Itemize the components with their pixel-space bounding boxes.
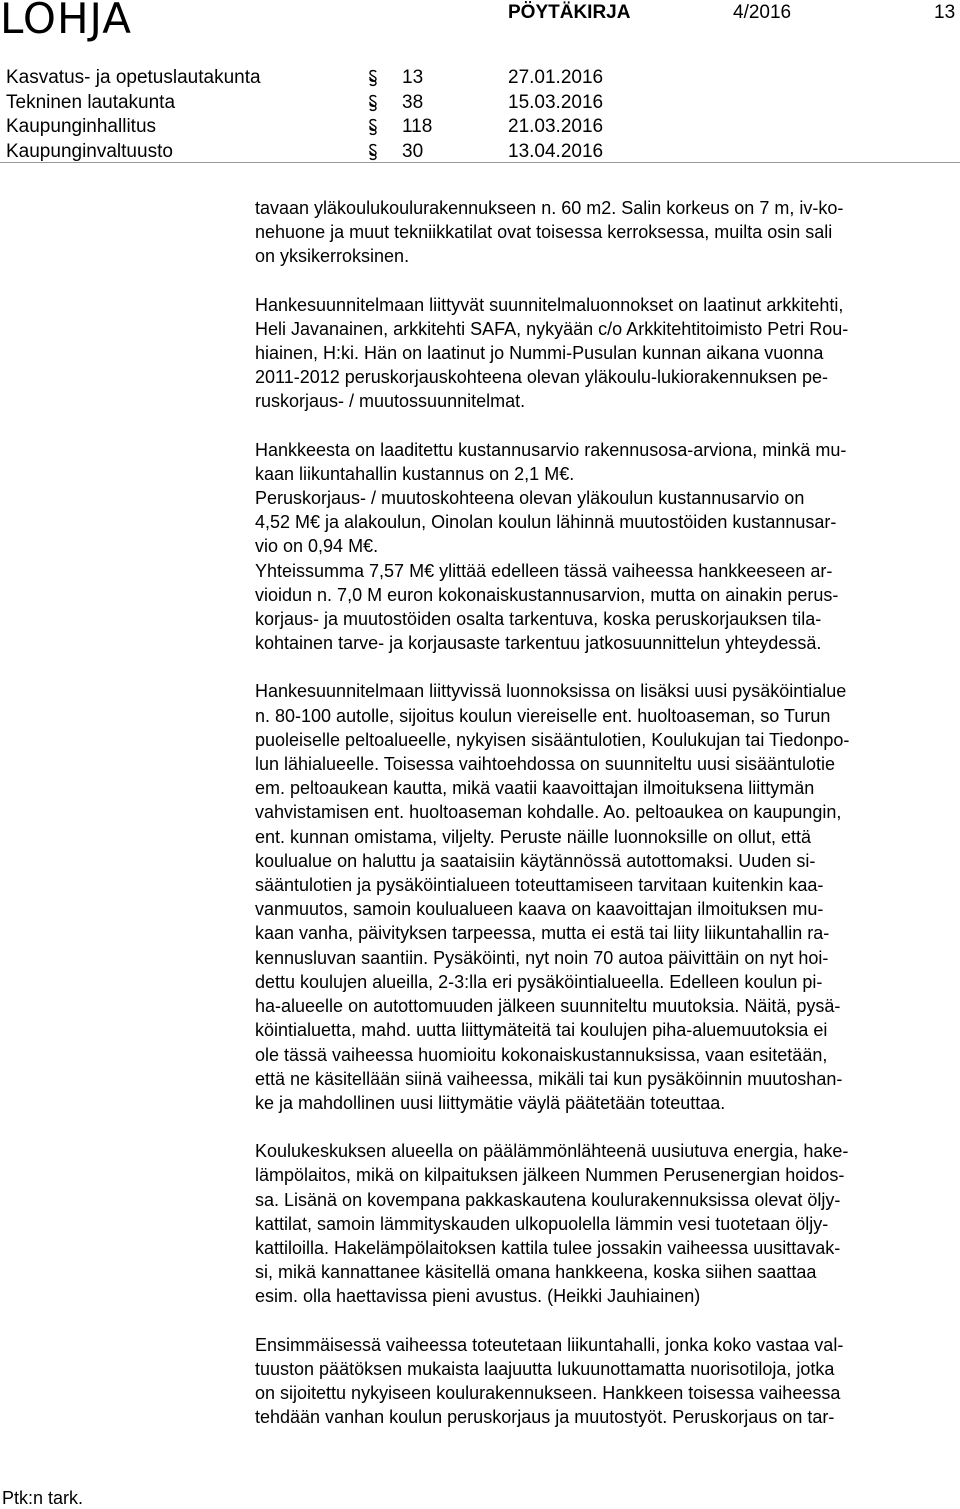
text-line: n. 80-100 autolle, sijoitus koulun viereiselle ent. huoltoaseman, so Turun — [255, 705, 831, 726]
text-line: sääntulotien ja pysäköintialueen toteuttamiseen tarvitaan kuitenkin kaa- — [255, 875, 824, 896]
text-line: ruskorjaus- / muutossuunnitelmat. — [255, 391, 526, 412]
paragraph — [255, 679, 955, 1115]
meeting-section: 118 — [402, 116, 433, 137]
text-line: lämpölaitos, mikä on kilpaituksen jälkeen Nummen Perusenergian hoidos- — [255, 1165, 845, 1186]
text-line: Hankkeesta on laaditettu kustannusarvio rakennusosa-arviona, minkä mu- — [255, 439, 847, 460]
text-line: kattiloilla. Hakelämpölaitoksen kattila tulee jossakin vaiheessa uusittavak- — [255, 1237, 841, 1258]
meeting-body: Kaupunginhallitus — [6, 116, 157, 137]
text-line: köintialuetta, mahd. uutta liittymäteitä tai koulujen piha-aluemuutoksia ei — [255, 1020, 828, 1041]
paragraph — [255, 293, 955, 414]
text-line: vahvistamisen ent. huoltoaseman kohdalle. Ao. peltoaukea on kaupungin, — [255, 802, 842, 823]
document-number: 4/2016 — [733, 2, 792, 23]
paragraph — [255, 438, 955, 656]
text-line: Peruskorjaus- / muutoskohteena olevan yläkoulun kustannusarvio on — [255, 488, 805, 509]
meeting-date: 21.03.2016 — [508, 116, 604, 137]
text-line: ent. kunnan omistama, viljelty. Peruste näille luonnoksille on ollut, että — [255, 826, 811, 847]
lohja-logo: LOHJA — [0, 0, 132, 43]
text-line: ha-alueelle on autottomuuden jälkeen suunniteltu muutoksia. Näitä, pysä- — [255, 996, 841, 1017]
section-sign-icon — [366, 143, 380, 161]
body-text — [255, 196, 955, 1453]
paragraph — [255, 1333, 955, 1430]
text-line: hiainen, H:ki. Hän on laatinut jo Nummi-Pusulan kunnan aikana vuonna — [255, 343, 824, 364]
meeting-row — [6, 140, 706, 165]
text-line: Heli Javanainen, arkkitehti SAFA, nykyään c/o Arkkitehtitoimisto Petri Rou- — [255, 318, 849, 339]
text-line: Hankesuunnitelmaan liittyvissä luonnoksissa on lisäksi uusi pysäköintialue — [255, 681, 847, 702]
meeting-section: 38 — [402, 91, 424, 113]
text-line: kennusluvan saantiin. Pysäköinti, nyt noin 70 autoa päivittäin on nyt hoi- — [255, 947, 829, 968]
text-line: Yhteissumma 7,57 M€ ylittää edelleen tässä vaiheessa hankkeeseen ar- — [255, 560, 833, 581]
text-line: kattilat, samoin lämmityskauden ulkopuolella lämmin vesi tuotetaan öljy- — [255, 1213, 829, 1234]
meeting-body: Kasvatus- ja opetuslautakunta — [6, 67, 261, 88]
text-line: ole tässä vaiheessa huomioitu kokonaiskustannuksissa, vaan esitetään, — [255, 1044, 828, 1065]
meeting-date: 13.04.2016 — [508, 140, 604, 162]
text-line: lun lähialueelle. Toisessa vaihtoehdossa on suunniteltu uusi sisääntulotie — [255, 754, 836, 775]
meeting-section: 13 — [402, 67, 424, 88]
meeting-date: 15.03.2016 — [508, 91, 604, 113]
text-line: tehdään vanhan koulun peruskorjaus ja muutostyöt. Peruskorjaus on tar- — [255, 1407, 835, 1428]
meeting-row — [6, 66, 706, 91]
meeting-list — [6, 66, 706, 164]
text-line: Ensimmäisessä vaiheessa toteutetaan liikuntahalli, jonka koko vastaa val- — [255, 1334, 844, 1355]
paragraph — [255, 1139, 955, 1308]
meeting-body: Tekninen lautakunta — [6, 91, 176, 113]
text-line: sa. Lisänä on kovempana pakkaskautena koulurakennuksissa olevat öljy- — [255, 1189, 841, 1210]
text-line: esim. olla haettavissa pieni avustus. (Heikki Jauhiainen) — [255, 1286, 701, 1307]
text-line: Hankesuunnitelmaan liittyvät suunnitelmaluonnokset on laatinut arkkitehti, — [255, 294, 844, 315]
text-line: Koulukeskuksen alueella on päälämmönlähteenä uusiutuva energia, hake- — [255, 1141, 849, 1162]
meeting-row — [6, 91, 706, 116]
text-line: tuuston päätöksen mukaista laajuutta lukuunottamatta nuorisotiloja, jotka — [255, 1358, 835, 1379]
text-line: vanmuutos, samoin koulualueen kaava on kaavoittajan ilmoituksen mu- — [255, 899, 824, 920]
text-line: vio on 0,94 M€. — [255, 536, 379, 557]
paragraph — [255, 196, 955, 269]
text-line: korjaus- ja muutostöiden osalta tarkentuva, koska peruskorjauksen tila- — [255, 609, 822, 630]
section-sign-icon — [366, 94, 380, 112]
text-line: on sijoitettu nykyiseen koulurakennukseen. Hankkeen toisessa vaiheessa — [255, 1382, 841, 1403]
text-line: si, mikä kannattanee käsitellä omana hankkeena, koska siihen saattaa — [255, 1262, 817, 1283]
text-line: em. peltoaukean kautta, mikä vaatii kaavoittajan ilmoituksena liittymän — [255, 778, 815, 799]
text-line: puoleiselle peltoalueelle, nykyisen sisääntulotien, Koulukujan tai Tiedonpo- — [255, 729, 850, 750]
text-line: ke ja mahdollinen uusi liittymätie väylä päätetään toteuttaa. — [255, 1092, 726, 1113]
text-line: tavaan yläkoulukoulurakennukseen n. 60 m2. Salin korkeus on 7 m, iv-ko- — [255, 198, 844, 218]
meeting-section: 30 — [402, 140, 424, 162]
text-line: vioidun n. 7,0 M euron kokonaiskustannusarvion, mutta on ainakin perus- — [255, 584, 839, 605]
text-line: dettu koulujen alueilla, 2-3:lla eri pysäköintialueella. Edelleen koulun pi- — [255, 971, 823, 992]
page-number: 13 — [934, 2, 956, 23]
section-sign-icon — [366, 69, 380, 87]
text-line: 2011-2012 peruskorjauskohteena olevan yläkoulu-lukiorakennuksen pe- — [255, 367, 829, 388]
section-sign-icon — [366, 118, 380, 136]
document-type: PÖYTÄKIRJA — [508, 2, 631, 23]
text-line: on yksikerroksinen. — [255, 246, 410, 267]
text-line: että ne käsitellään siinä vaiheessa, mikäli tai kun pysäköinnin muutoshan- — [255, 1068, 843, 1089]
text-line: kaan vanha, päivityksen tarpeessa, mutta ei estä tai liity liikuntahallin ra- — [255, 923, 830, 944]
meeting-date: 27.01.2016 — [508, 67, 604, 88]
text-line: kohtainen tarve- ja korjausaste tarkentuu jatkosuunnittelun yhteydessä. — [255, 633, 822, 654]
text-line: nehuone ja muut tekniikkatilat ovat toisessa kerroksessa, muilta osin sali — [255, 222, 833, 243]
text-line: koulualue on haluttu ja saataisiin käytännössä autottomaksi. Uuden si- — [255, 850, 816, 871]
text-line: 4,52 M€ ja alakoulun, Oinolan koulun lähinnä muutostöiden kustannusar- — [255, 512, 837, 533]
footer-note: Ptk:n tark. — [2, 1488, 84, 1508]
meeting-body: Kaupunginvaltuusto — [6, 140, 173, 162]
meeting-row — [6, 115, 706, 140]
text-line: kaan liikuntahallin kustannus on 2,1 M€. — [255, 463, 575, 484]
header-divider — [0, 162, 960, 163]
